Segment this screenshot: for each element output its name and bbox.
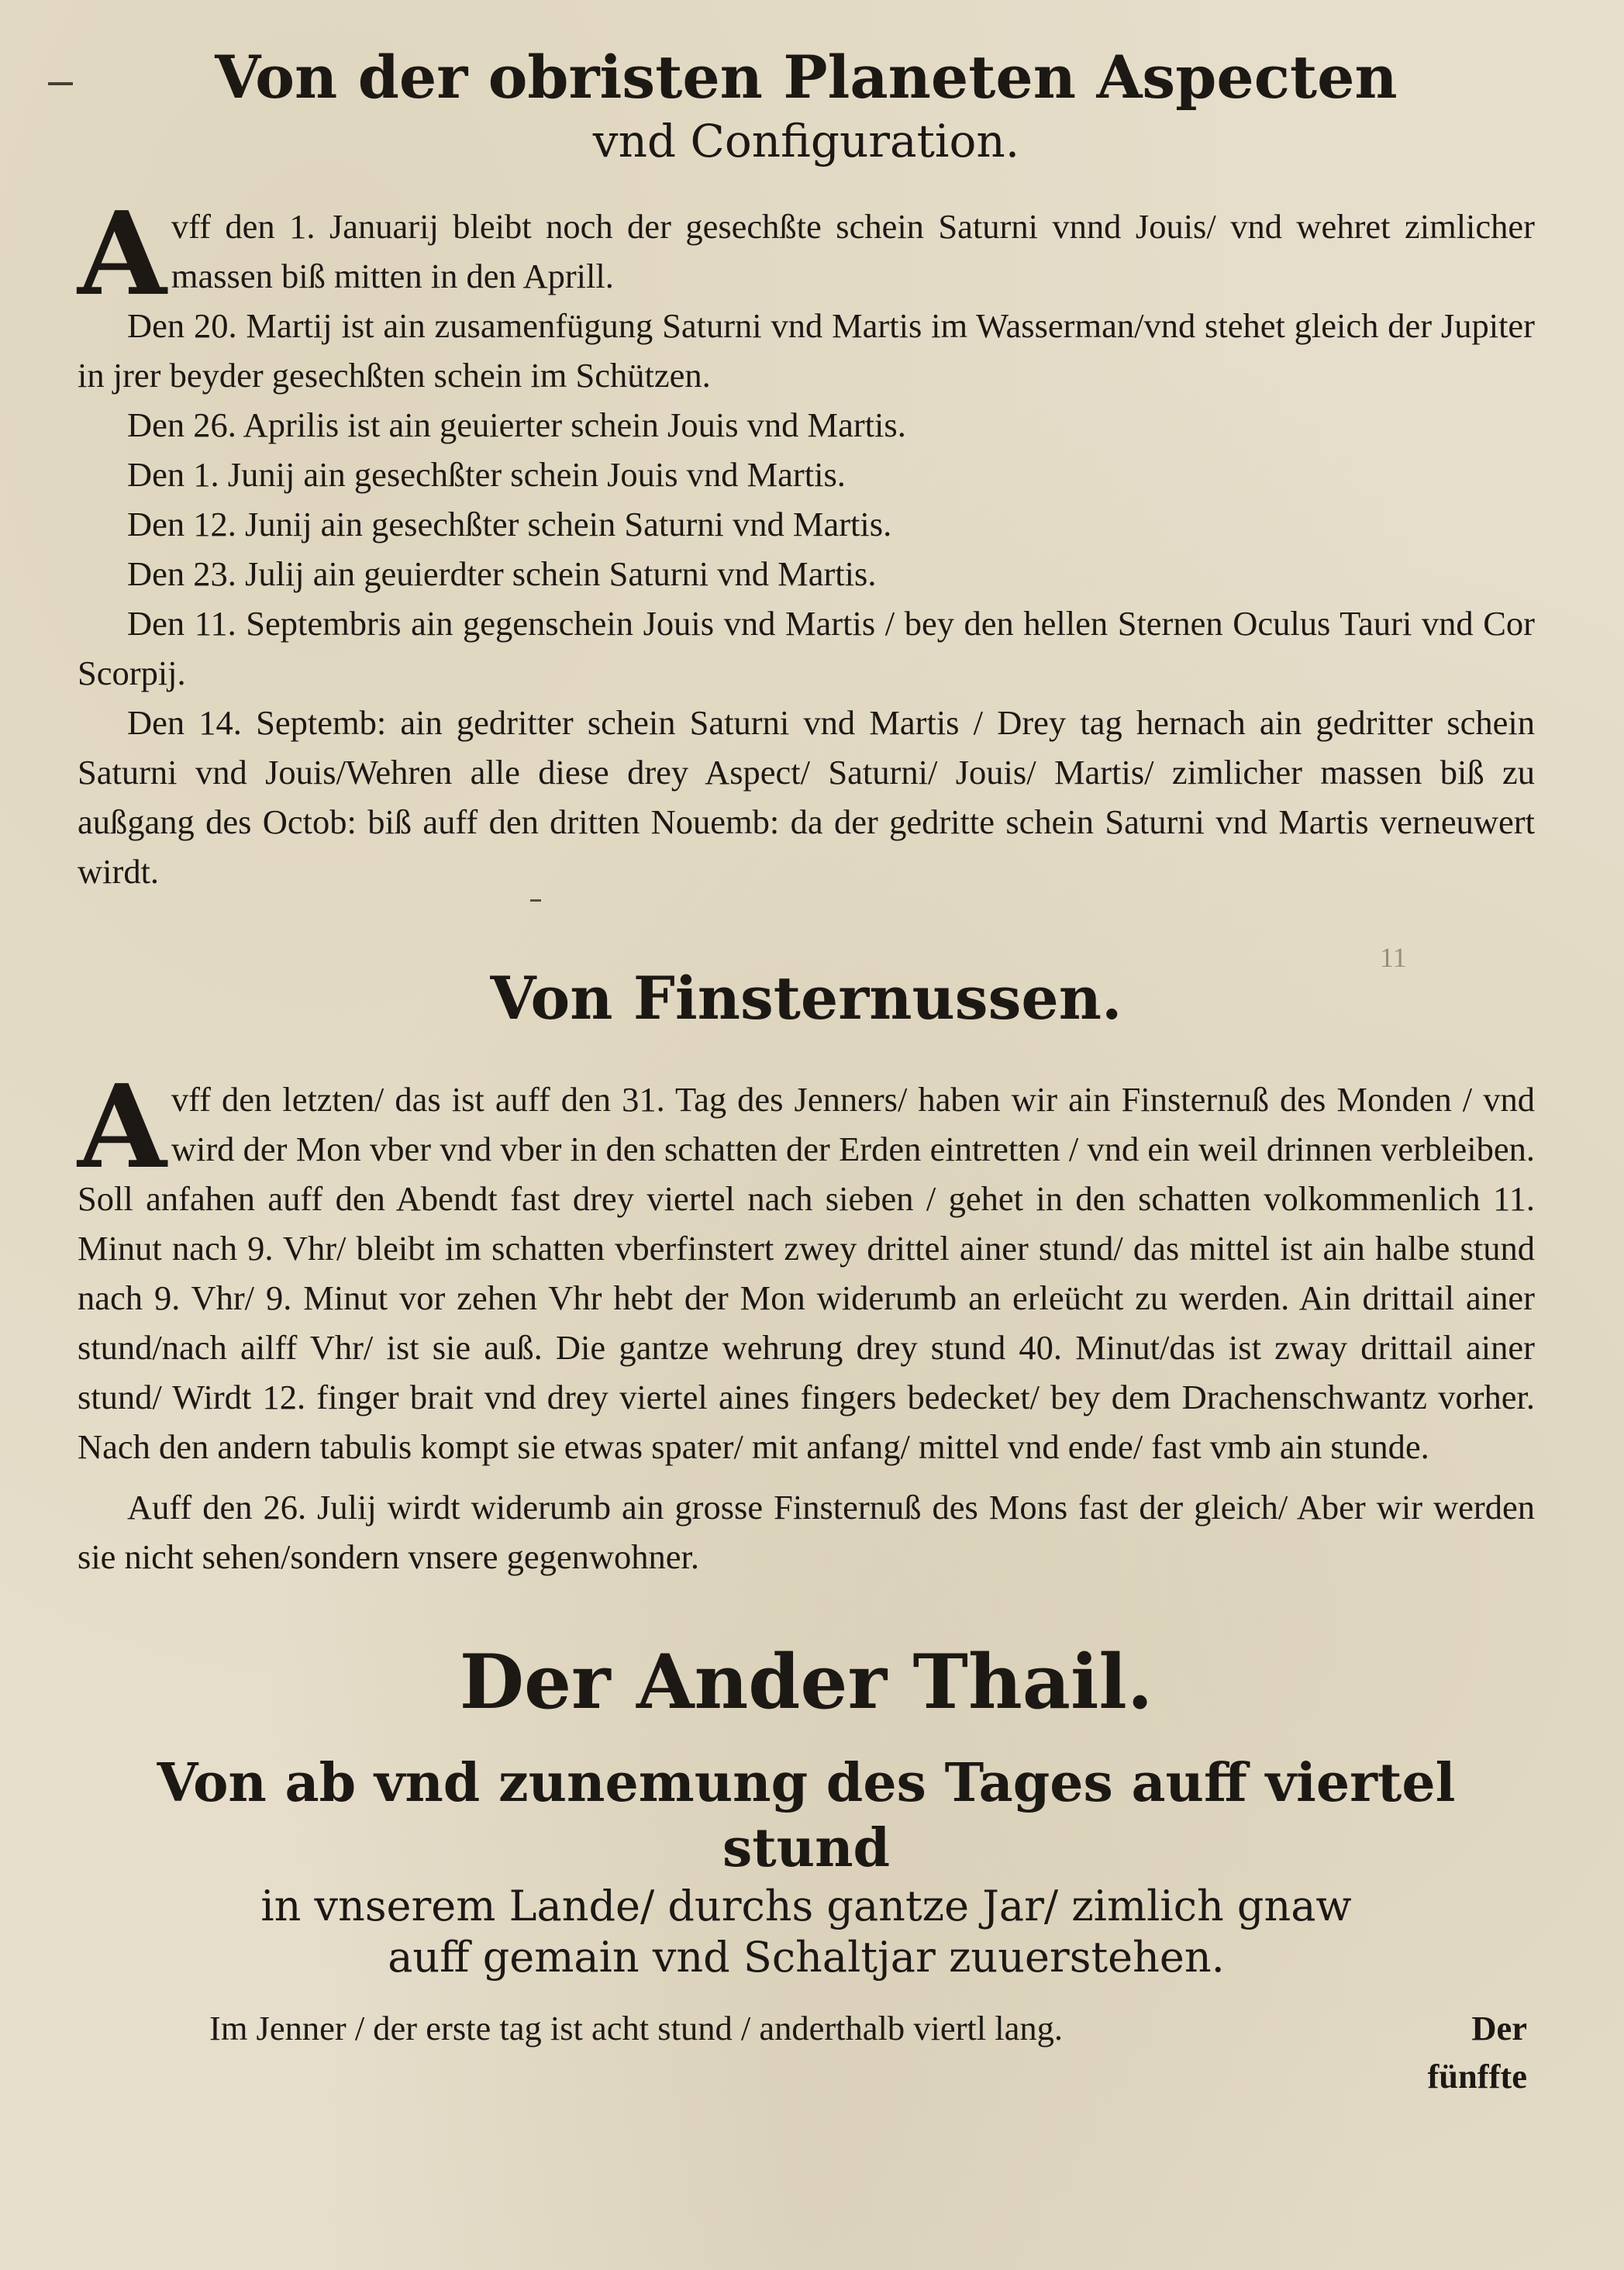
aspects-body — [78, 186, 1535, 896]
eclipses-title: Von Finsternussen. — [490, 964, 1122, 1033]
stray-numeral: 11 — [1380, 942, 1407, 973]
january-line-tail: Der — [1471, 2009, 1527, 2047]
second-part-subtitle-line1: Von ab vnd zunemung des Tages auff viertel stund — [157, 1752, 1456, 1879]
aspects-title-line2: vnd Configuration. — [592, 115, 1020, 167]
section-second-part — [78, 1636, 1535, 2099]
section-eclipses — [78, 963, 1535, 1582]
january-line — [78, 2003, 1535, 2053]
margin-mark — [48, 82, 73, 85]
aspects-title-line1: Von der obristen Planeten Aspecten — [215, 43, 1398, 112]
aspects-paragraph-6: Den 23. Julij ain geuierdter schein Saturni vnd Martis. — [127, 554, 877, 593]
january-line-text: Im Jenner / der erste tag ist acht stund / anderthalb viertl lang. — [209, 2009, 1064, 2047]
second-part-title: Der Ander Thail. — [459, 1638, 1153, 1726]
aspects-paragraph-7: Den 11. Septembris ain gegenschein Jouis vnd Martis / bey den hellen Sternen Oculus Tauri vnd Cor Scorpij. — [78, 604, 1535, 692]
aspects-paragraph-2: Den 20. Martij ist ain zusamenfügung Saturni vnd Martis im Wasserman/vnd stehet gleich der Jupiter in jrer beyder gesechßten schein im Schützen. — [78, 306, 1535, 395]
eclipses-paragraph-2: Auff den 26. Julij wirdt widerumb ain grosse Finsternuß des Mons fast der gleich/ Aber wir werden sie nicht sehen/sondern vnsere gegenwohner. — [78, 1488, 1535, 1576]
aspects-paragraph-8: Den 14. Septemb: ain gedritter schein Saturni vnd Martis / Drey tag hernach ain gedritter schein Saturni vnd Jouis/Wehren alle diese drey Aspect/ Saturni/ Jouis/ Martis/ zimlicher massen biß zu außgang des Octob: biß auff den dritten Nouemb: da der gedritte schein Saturni vnd Martis verneuwert wirdt. — [78, 703, 1535, 891]
eclipses-paragraph-1: Avff den letzten/ das ist auff den 31. Tag des Jenners/ haben wir ain Finsternuß des Monden / vnd wird der Mon vber vnd vber in den schatten der Erden eintretten / vnd ein weil drinnen verbleiben. Soll anfahen auff den Abendt fast drey viertel nach sieben / gehet in den schatten volkommenlich 11. Minut nach 9. Vhr/ bleibt im schatten vberfinstert zwey drittel ainer stund/ das mittel ist ain halbe stund nach 9. Vhr/ 9. Minut vor zehen Vhr hebt der Mon widerumb an erleücht zu werden. Ain drittail ainer stund/nach ailff Vhr/ ist sie auß. Die gantze wehrung drey stund 40. Minut/das ist zway drittail ainer stund/ Wirdt 12. finger brait vnd drey viertel aines fingers bedecket/ bey dem Drachenschwantz vorher. Nach den andern tabulis kompt sie etwas spater/ mit anfang/ mittel vnd ende/ fast vmb ain stunde. — [78, 1059, 1535, 1466]
aspects-paragraph-1: Avff den 1. Januarij bleibt noch der gesechßte schein Saturni vnnd Jouis/ vnd wehret zimlicher massen biß mitten in den Aprill. — [78, 186, 1535, 321]
document-page — [78, 31, 1535, 2248]
aspects-paragraph-5: Den 12. Junij ain gesechßter schein Saturni vnd Martis. — [127, 505, 892, 543]
section-aspects — [78, 42, 1535, 896]
second-part-subtitle-line2: in vnserem Lande/ durchs gantze Jar/ zimlich gnaw — [260, 1882, 1352, 1930]
eclipses-body — [78, 1059, 1535, 1582]
catchword: fünffte — [1427, 2057, 1527, 2096]
aspects-paragraph-4: Den 1. Junij ain gesechßter schein Jouis vnd Martis. — [127, 455, 846, 494]
second-part-subtitle-line3: auff gemain vnd Schaltjar zuuerstehen. — [388, 1933, 1225, 1982]
aspects-paragraph-3: Den 26. Aprilis ist ain geuierter schein Jouis vnd Martis. — [127, 405, 906, 444]
